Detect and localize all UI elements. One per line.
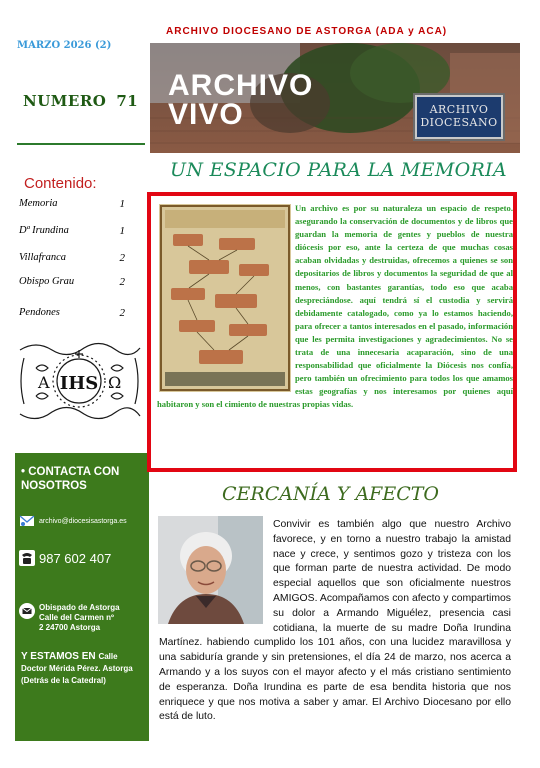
portrait-float-spacer [159, 518, 265, 634]
also-text: Calle [98, 652, 118, 661]
article1-text: Un archivo es por su naturaleza un espacio de respeto. asegurando la conservación de documentos y de libros que guardan la memoria de gentes y pueblos de nuestra diócesis por eso, ante la certeza de que muchas cosas acaban olvidadas y destruidas, ofrecemos a quienes se son depositarios de libros y documentos la seguridad de que al menos, con bastantes garantías, todo eso que acaba despreciándose. aquí tendrá sí el custodia y servirá debidamente catalogado, como ya lo estamos haciendo, para ofrecer a tantos interesados en el pasado, información que les permita investigaciones y agradecimientos. No se trata de una innecesaria acaparación, sino de una responsabilidad que oficialmente la Diócesis nos confía, pero también un ofrecimiento para todos los que amamos estas geografías y nos interesamos por quienes aquí habitaron y son el cimiento de nuestras propias vidas. [157, 203, 513, 410]
title-line: VIVO [168, 98, 244, 131]
contact-address-row [19, 603, 120, 633]
toc-item[interactable] [19, 252, 137, 263]
contact-phone-row[interactable] [19, 550, 111, 566]
also-text: Doctor Mérida Pérez. Astorga (Detrás de la Catedral) [21, 664, 133, 685]
contact-email[interactable]: archivo@diocesisastorga.es [39, 517, 127, 525]
toc-item-label: Villafranca [19, 252, 67, 263]
sign-line: ARCHIVO [429, 103, 489, 116]
contact-address [39, 603, 120, 633]
toc-item-label: Pendones [19, 307, 60, 318]
also-label: Y ESTAMOS EN [21, 651, 96, 662]
address-line: Obispado de Astorga [39, 603, 120, 612]
archive-sign-plaque [415, 95, 503, 139]
toc-item-page: 2 [119, 252, 125, 264]
contact-title: • CONTACTA CON NOSOTROS [21, 466, 120, 492]
seal-monogram: IHS [59, 373, 99, 394]
contact-email-row[interactable] [19, 513, 127, 529]
toc-item-page: 2 [119, 276, 125, 288]
toc-item-label: Obispo Grau [19, 276, 75, 287]
issue-date: MARZO 2026 (2) [17, 40, 112, 51]
article2-body [159, 518, 511, 725]
toc-title: Contenido: [24, 175, 97, 192]
seal-alpha: A [38, 373, 50, 392]
toc-item-label: Memoria [19, 198, 58, 209]
article2-heading: CERCANÍA Y AFECTO [222, 483, 440, 505]
toc-item-page: 2 [119, 307, 125, 319]
article1-body [157, 202, 513, 412]
address-line: Calle del Carmen nº [39, 613, 114, 622]
seal-omega: Ω [108, 373, 122, 392]
map-float-spacer [157, 202, 289, 388]
banner-pretitle: ARCHIVO DIOCESANO DE ASTORGA (ADA y ACA) [166, 26, 448, 37]
masthead-title [168, 71, 313, 129]
issue-number [23, 92, 138, 110]
issue-number-value: 71 [116, 92, 139, 110]
also-location [21, 651, 146, 687]
mail-envelope-icon [19, 603, 35, 619]
issue-number-label: NUMERO [23, 92, 107, 110]
contact-panel [15, 453, 149, 741]
toc-item-page: 1 [119, 198, 125, 210]
toc-item[interactable] [19, 198, 137, 209]
toc-item-page: 1 [119, 225, 125, 237]
address-line: 2 24700 Astorga [39, 623, 101, 632]
article1-heading: UN ESPACIO PARA LA MEMORIA [170, 159, 507, 181]
toc-item-label: Dª Irundina [19, 225, 69, 236]
toc-item[interactable] [19, 307, 137, 318]
toc-item[interactable] [19, 276, 137, 287]
article2-text: Convivir es también algo que nuestro Archivo favorece, y en torno a nuestro trabajo la amistad nace y crece, y sentimos gozo y tristeza con los que forman parte de nuestra actividad. De modo especial aquellos que son oficialmente nuestros AMIGOS. Acompañamos con afecto y compartimos su dolor a Armando Miguélez, presencia casi cotidiana, la muerte de su madre Doña Irundina Martínez. habiendo cumplido los 101 años, con una lucidez maravillosa y una sabiduría grande y sin pretensiones, el día 24 de marzo, nos acerca a Armando y a los suyos con el mayor afecto y el más cristiano sentimiento de esperanza. Doña Irundina es parte de esa bendita historia que nos enriquece y que nos motiva a saber y amar. El Archivo Diocesano por ello está de luto. [159, 519, 511, 723]
phone-icon [19, 550, 35, 566]
article1-box [147, 192, 517, 472]
divider [17, 143, 145, 145]
sign-line: DIOCESANO [420, 116, 498, 129]
title-line: ARCHIVO [168, 69, 314, 102]
contact-phone[interactable]: 987 602 407 [39, 550, 112, 566]
email-icon [19, 513, 35, 529]
masthead-banner [150, 23, 520, 153]
toc-item[interactable] [19, 225, 137, 236]
ihs-seal-image [16, 338, 143, 424]
